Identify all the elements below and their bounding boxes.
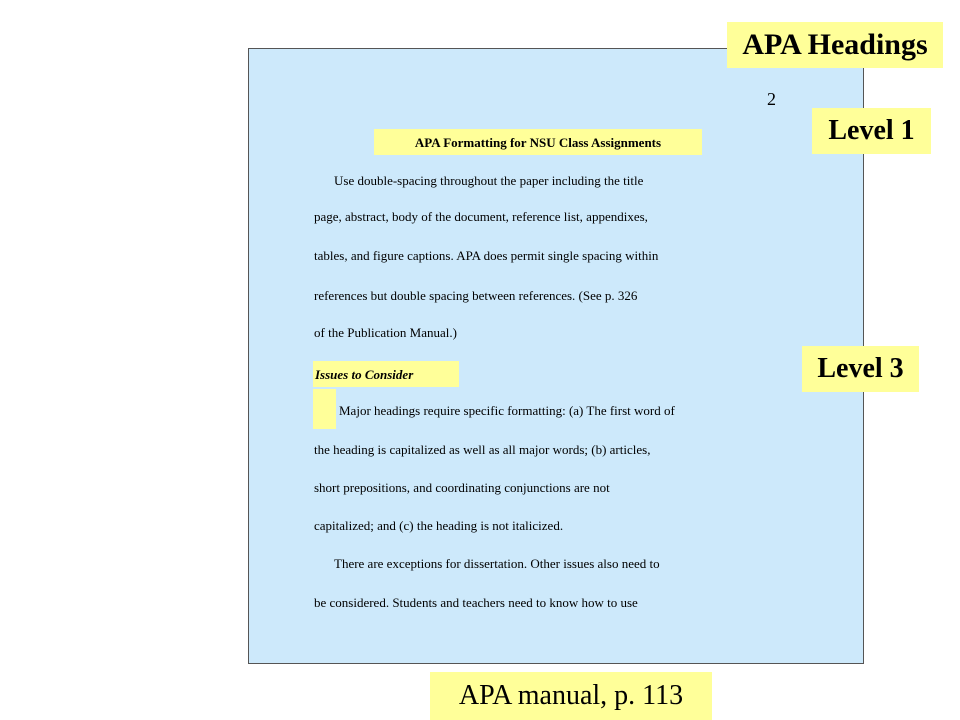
paragraph1-line: of the Publication Manual.) [314,325,457,340]
paragraph2-line: the heading is capitalized as well as all major words; (b) articles, [314,442,651,457]
paragraph1-line: page, abstract, body of the document, reference list, appendixes, [314,209,648,224]
paragraph1-line: references but double spacing between references. (See p. 326 [314,288,638,303]
paragraph2-line: Major headings require specific formatting: (a) The first word of [339,403,675,418]
document-page [248,48,864,664]
paragraph1-line: Use double-spacing throughout the paper including the title [334,173,644,188]
paragraph3-line: There are exceptions for dissertation. Other issues also need to [334,556,660,571]
level1-label: Level 1 [812,108,931,154]
source-citation: APA manual, p. 113 [430,672,712,720]
paragraph2-line: capitalized; and (c) the heading is not italicized. [314,518,564,533]
level3-heading: Issues to Consider [313,361,459,387]
level3-label: Level 3 [802,346,919,392]
page-number: 2 [767,89,776,109]
slide-title: APA Headings [727,22,943,68]
indent-highlight [313,389,336,429]
paragraph1-line: tables, and figure captions. APA does permit single spacing within [314,248,659,263]
paragraph3-line: be considered. Students and teachers need to know how to use [314,595,638,610]
paragraph2-line: short prepositions, and coordinating conjunctions are not [314,480,610,495]
level1-heading: APA Formatting for NSU Class Assignments [374,129,702,155]
